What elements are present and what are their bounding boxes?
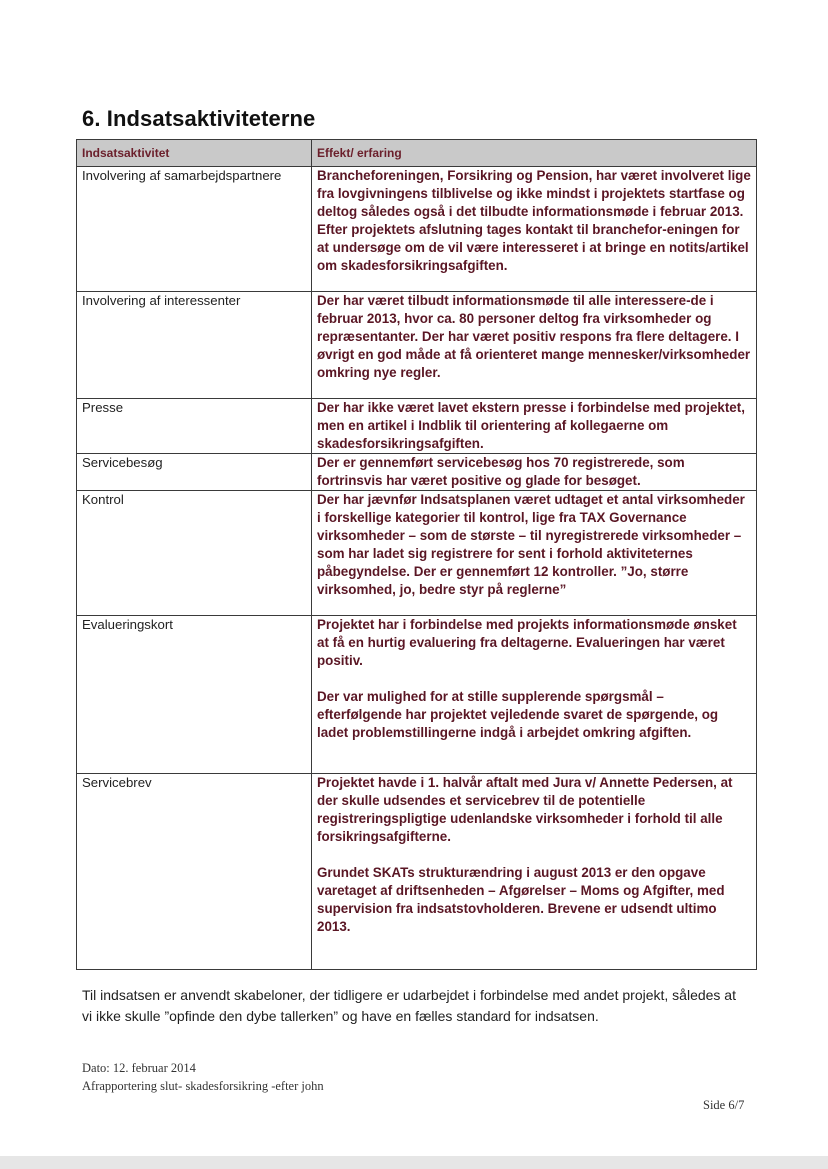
- effect-cell: Projektet har i forbindelse med projekts informationsmøde ønsket at få en hurtig evaluering fra deltagerne. Evalueringen har været positiv. Der var mulighed for at stille supplerende spørgsmål – efterfølgende har projektet vejledende svaret de spørgende, og ladet problemstillingerne indgå i arbejdet omkring afgiften.: [312, 616, 757, 774]
- closing-paragraph: Til indsatsen er anvendt skabeloner, der tidligere er udarbejdet i forbindelse med andet projekt, således at vi ikke skulle ”opfinde den dybe tallerken” og have en fælles standard for indsatsen.: [82, 987, 736, 1024]
- table-header-row: [77, 140, 757, 167]
- page-number: Side 6/7: [703, 1098, 745, 1112]
- activities-table: [76, 139, 757, 970]
- section-title: 6. Indsatsaktiviteterne: [82, 106, 316, 131]
- activity-cell: Servicebrev: [77, 774, 312, 970]
- table-row: [77, 491, 757, 616]
- table-row: [77, 454, 757, 491]
- column-header-activity: Indsatsaktivitet: [77, 140, 312, 167]
- effect-cell: Brancheforeningen, Forsikring og Pension, har været involveret lige fra lovgivningens tilblivelse og ikke mindst i projektets startfase og deltog således også i det tilbudte informationsmøde i februar 2013. Efter projektets afslutning tages kontakt til branchefor-eningen for at undersøge om de vil være interesseret i at bringe en notits/artikel om skadesforsikringsafgiften.: [312, 167, 757, 292]
- footer-document-name: Afrapportering slut- skadesforsikring -efter john: [82, 1079, 324, 1093]
- scan-edge: [0, 1156, 828, 1169]
- activity-cell: Involvering af interessenter: [77, 292, 312, 399]
- effect-cell: Projektet havde i 1. halvår aftalt med Jura v/ Annette Pedersen, at der skulle udsendes et servicebrev til de potentielle registreringspligtige udenlandske virksomheder i forhold til alle forsikringsafgifterne. Grundet SKATs strukturændring i august 2013 er den opgave varetaget af driftsenheden – Afgørelser – Moms og Afgifter, med supervision fra indsatstovholderen. Brevene er udsendt ultimo 2013.: [312, 774, 757, 970]
- table-row: [77, 292, 757, 399]
- table-row: [77, 616, 757, 774]
- column-header-effect: Effekt/ erfaring: [312, 140, 757, 167]
- activity-cell: Servicebesøg: [77, 454, 312, 491]
- activity-cell: Evalueringskort: [77, 616, 312, 774]
- effect-cell: Der har jævnfør Indsatsplanen været udtaget et antal virksomheder i forskellige kategorier til kontrol, lige fra TAX Governance virksomheder – som de største – til nyregistrerede virksomheder – som har ladet sig registrere for sent i forhold aktiviteternes påbegyndelse. Der er gennemført 12 kontroller. ”Jo, større virksomhed, jo, bedre styr på reglerne”: [312, 491, 757, 616]
- activity-cell: Presse: [77, 399, 312, 454]
- activity-cell: Involvering af samarbejdspartnere: [77, 167, 312, 292]
- effect-cell: Der har været tilbudt informationsmøde til alle interessere-de i februar 2013, hvor ca. 80 personer deltog fra virksomheder og repræsentanter. Der har været positiv respons fra flere deltagere. I øvrigt en god måde at få orienteret mange mennesker/virksomheder omkring nye regler.: [312, 292, 757, 399]
- footer-date: Dato: 12. februar 2014: [82, 1061, 196, 1075]
- table-row: [77, 399, 757, 454]
- effect-cell: Der er gennemført servicebesøg hos 70 registrerede, som fortrinsvis har været positive og glade for besøget.: [312, 454, 757, 491]
- table-row: [77, 167, 757, 292]
- activity-cell: Kontrol: [77, 491, 312, 616]
- table-row: [77, 774, 757, 970]
- effect-cell: Der har ikke været lavet ekstern presse i forbindelse med projektet, men en artikel i Indblik til orientering af kollegaerne om skadesforsikringsafgiften.: [312, 399, 757, 454]
